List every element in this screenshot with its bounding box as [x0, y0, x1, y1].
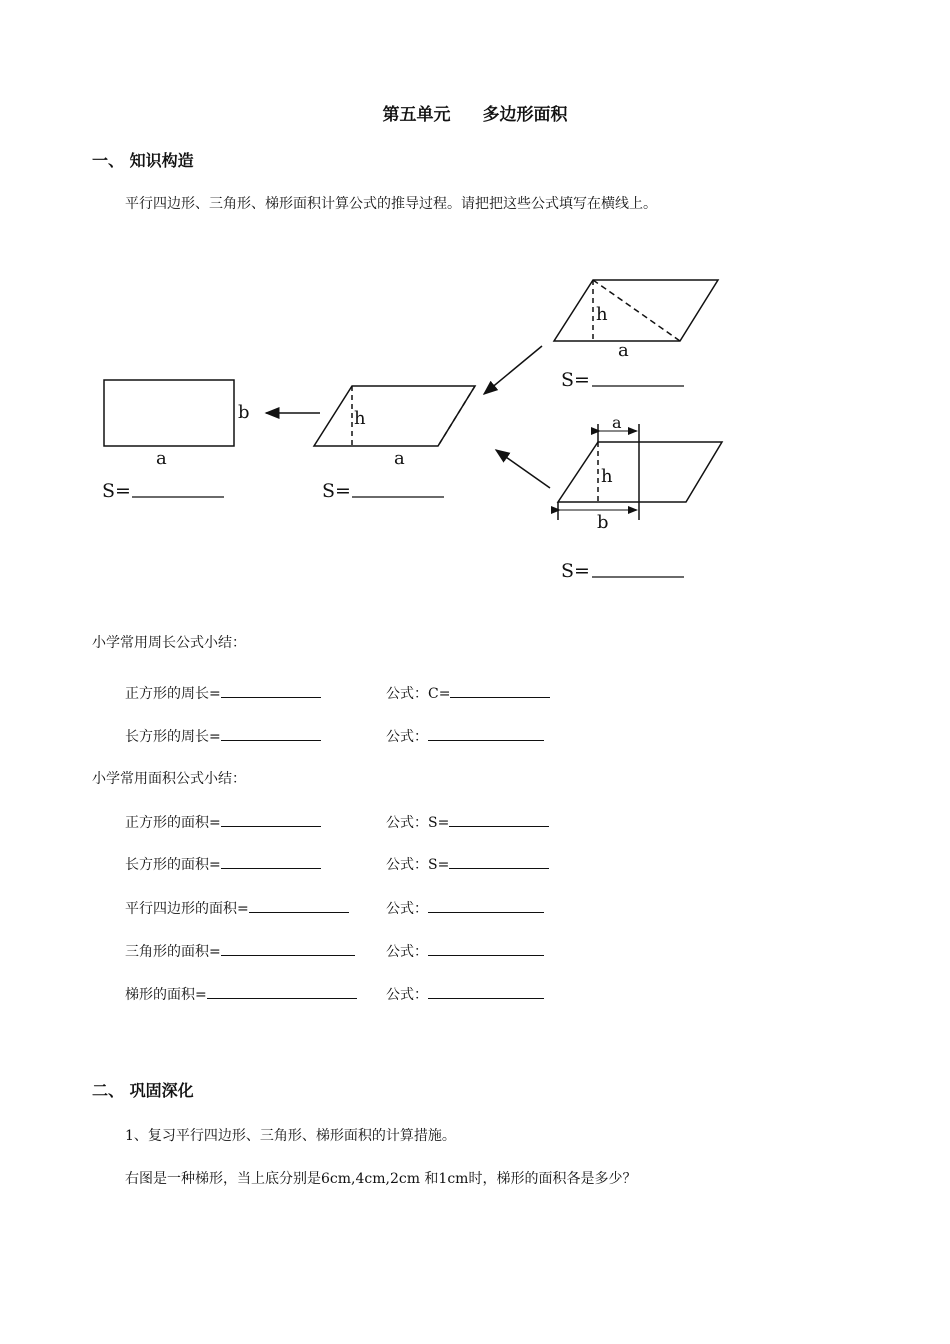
formula-blank[interactable] — [428, 897, 544, 913]
area-row-rectangle: 长方形的面积= — [125, 853, 321, 874]
para-h-label: h — [354, 408, 366, 429]
area-formula-rectangle: 公式：S= — [386, 853, 549, 874]
answer-blank[interactable] — [221, 725, 321, 741]
perimeter-formula-square: 公式：C= — [386, 682, 550, 703]
area-formula-square: 公式：S= — [386, 811, 549, 832]
trap-a-label: a — [612, 413, 622, 432]
trap-s-label: S= — [561, 560, 590, 582]
perimeter-formula-rectangle: 公式： — [386, 725, 544, 746]
area-row-parallelogram: 平行四边形的面积= — [125, 897, 349, 918]
title-unit: 第五单元 — [382, 105, 451, 125]
section1-intro: 平行四边形、三角形、梯形面积计算公式的推导过程。请把把这些公式填写在横线上。 — [125, 196, 657, 212]
answer-blank[interactable] — [221, 940, 355, 956]
answer-blank[interactable] — [221, 682, 321, 698]
perimeter-heading: 小学常用周长公式小结： — [92, 635, 246, 651]
area-row-square: 正方形的面积= — [125, 811, 321, 832]
area-derivation-diagram — [90, 258, 750, 598]
tri-h-label: h — [596, 304, 608, 325]
trapezoid-parallelogram-shape — [558, 442, 722, 502]
area-formula-trapezoid: 公式： — [386, 983, 544, 1004]
perimeter-row-square: 正方形的周长= — [125, 682, 321, 703]
answer-blank[interactable] — [249, 897, 349, 913]
answer-blank[interactable] — [221, 811, 321, 827]
tri-s-label: S= — [561, 369, 590, 391]
formula-blank[interactable] — [450, 682, 550, 698]
formula-blank[interactable] — [449, 811, 549, 827]
rect-a-label: a — [156, 448, 167, 469]
tri-a-label: a — [618, 340, 629, 361]
trap-b-label: b — [597, 512, 609, 533]
section2-heading: 二、 巩固深化 — [92, 1081, 194, 1100]
trap-h-label: h — [601, 466, 613, 487]
formula-blank[interactable] — [428, 940, 544, 956]
title-topic: 多边形面积 — [482, 105, 568, 125]
para-a-label: a — [394, 448, 405, 469]
parallelogram-shape — [314, 386, 475, 446]
area-row-trapezoid: 梯形的面积= — [125, 983, 357, 1004]
rect-s-label: S= — [102, 480, 131, 502]
arrow-from-trapezoid — [496, 450, 550, 488]
formula-blank[interactable] — [428, 725, 544, 741]
answer-blank[interactable] — [221, 853, 321, 869]
formula-blank[interactable] — [428, 983, 544, 999]
area-row-triangle: 三角形的面积= — [125, 940, 355, 961]
page-title — [0, 100, 950, 125]
perimeter-row-rectangle: 长方形的周长= — [125, 725, 321, 746]
section2-item1-question: 右图是一种梯形，当上底分别是6cm,4cm,2cm 和1cm时，梯形的面积各是多少？ — [125, 1171, 637, 1187]
arrow-from-triangle — [484, 346, 542, 394]
area-formula-parallelogram: 公式： — [386, 897, 544, 918]
section2-item1: 1、复习平行四边形、三角形、梯形面积的计算措施。 — [125, 1128, 456, 1144]
rect-b-label: b — [238, 402, 250, 423]
para-s-label: S= — [322, 480, 351, 502]
formula-blank[interactable] — [449, 853, 549, 869]
area-formula-triangle: 公式： — [386, 940, 544, 961]
section1-heading: 一、 知识构造 — [92, 151, 194, 170]
answer-blank[interactable] — [207, 983, 357, 999]
area-heading: 小学常用面积公式小结： — [92, 771, 246, 787]
rectangle-shape — [104, 380, 234, 446]
